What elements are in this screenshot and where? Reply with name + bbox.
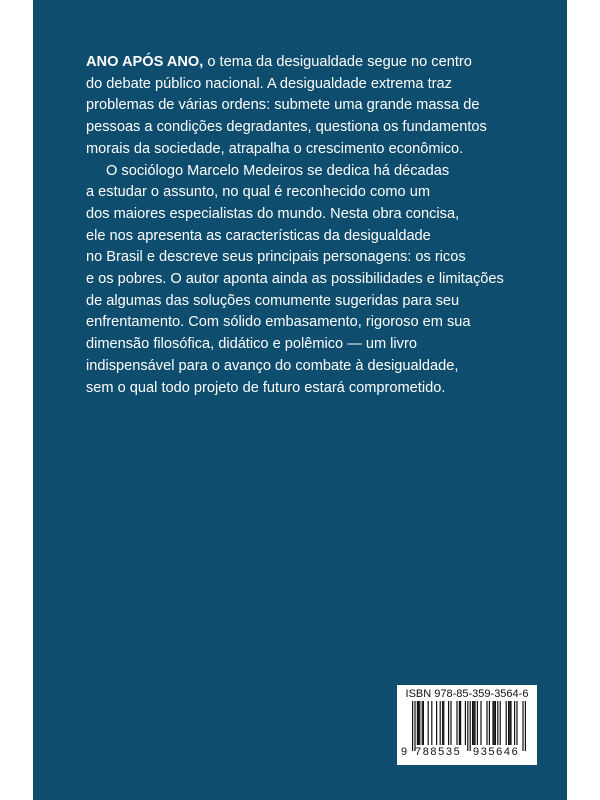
blurb-line: problemas de várias ordens: submete uma grande massa de (86, 97, 480, 114)
barcode-bar (492, 701, 493, 745)
blurb-line: e os pobres. O autor aponta ainda as possibilidades e limitações (86, 271, 504, 288)
barcode-bar (506, 701, 507, 745)
barcode-bar (448, 701, 449, 745)
blurb-lead: ANO APÓS ANO, (86, 54, 204, 70)
barcode-bar (436, 701, 437, 745)
barcode-bar (509, 701, 510, 745)
blurb-line-text: o tema da desigualdade segue no centro (203, 54, 472, 70)
barcode-bar (477, 701, 478, 745)
blurb-line: morais da sociedade, atrapalha o crescimento econômico. (86, 140, 464, 157)
blurb-line: sem o qual todo projeto de futuro estará comprometido. (86, 379, 446, 396)
blurb-line: no Brasil e descreve seus principais personagens: os ricos (86, 249, 466, 266)
barcode-bar (423, 701, 424, 745)
blurb-line: dos maiores especialistas do mundo. Nesta obra concisa, (86, 205, 460, 222)
isbn-barcode-box (397, 685, 537, 765)
barcode-bar (522, 701, 523, 751)
barcode-bar (514, 701, 515, 745)
barcode-bar (510, 701, 511, 745)
blurb-line (86, 52, 526, 74)
barcode-bar (422, 701, 423, 745)
barcode-bar (440, 701, 441, 745)
blurb-line: do debate público nacional. A desigualdade extrema traz (86, 75, 452, 92)
blurb-line: ele nos apresenta as características da desigualdade (86, 227, 431, 244)
barcode-bar (467, 701, 468, 751)
isbn-label: ISBN 978-85-359-3564-6 (405, 688, 529, 700)
barcode-bar (497, 701, 498, 745)
barcode-bar (456, 701, 457, 745)
barcode-bar (419, 701, 420, 745)
barcode-bar (431, 701, 432, 745)
barcode-left-group: 788535 (415, 746, 462, 758)
barcode-bar (486, 701, 487, 745)
blurb-line: enfrentamento. Com sólido embasamento, rigoroso em sua (86, 314, 471, 331)
barcode-bar (418, 701, 419, 745)
barcode-bar (470, 701, 471, 751)
barcode-bar (414, 701, 415, 751)
barcode-bar (516, 701, 517, 745)
blurb-text (86, 52, 526, 399)
blurb-line: dimensão filosófica, didático e polêmico — um livro (86, 336, 417, 353)
barcode-bar (480, 701, 481, 745)
barcode-bar (500, 701, 501, 745)
barcode-bar (494, 701, 495, 745)
blurb-line: indispensável para o avanço do combate à desigualdade, (86, 357, 459, 374)
barcode-bar (442, 701, 443, 745)
barcode-bar (460, 701, 461, 745)
blurb-line: pessoas a condições degradantes, questiona os fundamentos (86, 119, 487, 136)
barcode-first-digit: 9 (401, 746, 408, 758)
barcode-icon (401, 701, 533, 751)
blurb-line: a estudar o assunto, no qual é reconhecido como um (86, 184, 430, 201)
barcode-bar (412, 701, 413, 751)
barcode-bar (443, 701, 444, 745)
barcode-bar (525, 701, 526, 751)
barcode-bar (450, 701, 451, 745)
barcode-bar (489, 701, 490, 745)
barcode-bar (472, 701, 473, 745)
barcode-bar (459, 701, 460, 745)
blurb-line: O sociólogo Marcelo Medeiros se dedica há décadas (106, 162, 450, 179)
barcode-bar (508, 701, 509, 745)
barcode-bar (417, 701, 418, 745)
barcode-bar (495, 701, 496, 745)
barcode-right-group: 935646 (473, 746, 520, 758)
barcode-bar (473, 701, 474, 745)
barcode-bar (474, 701, 475, 745)
barcode-bar (465, 701, 466, 745)
blurb-line: de algumas das soluções comumente sugeridas para seu (86, 292, 460, 309)
barcode-bar (428, 701, 429, 745)
